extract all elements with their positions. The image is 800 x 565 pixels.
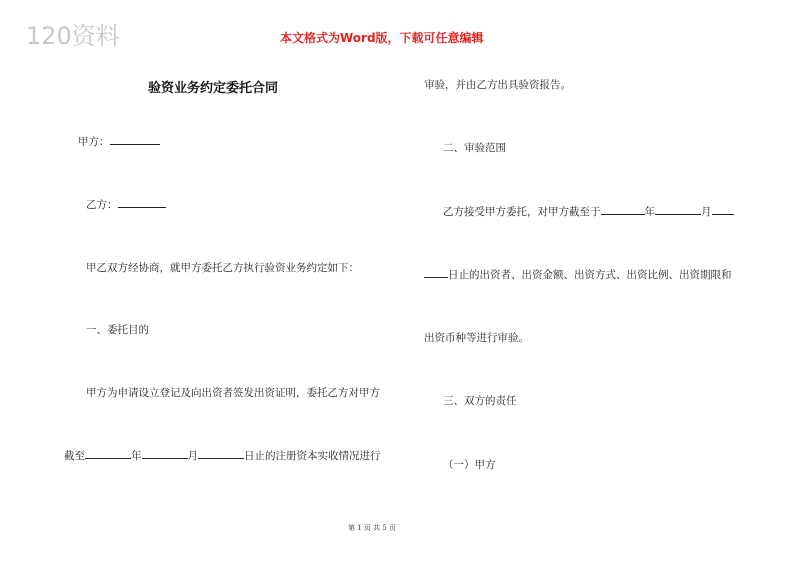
section2-line2 xyxy=(424,267,732,282)
date-suffix: 日止的注册资本实收情况进行 xyxy=(244,450,381,462)
section3-heading: 三、双方的责任 xyxy=(443,395,517,407)
section3-subheading: （一）甲方 xyxy=(443,459,496,471)
date-prefix: 截至 xyxy=(64,450,85,462)
intro-paragraph: 甲乙双方经协商，就甲方委托乙方执行验资业务约定如下： xyxy=(86,262,359,274)
party-b-line xyxy=(86,197,166,212)
year-label: 年 xyxy=(131,450,142,462)
party-a-line xyxy=(78,134,160,149)
party-a-label: 甲方： xyxy=(78,136,110,148)
scope-month-label: 月 xyxy=(701,206,712,218)
year-blank[interactable] xyxy=(85,448,131,459)
scope-year-blank[interactable] xyxy=(601,204,645,215)
section2-line3: 出资币种等进行审验。 xyxy=(424,332,529,344)
month-blank[interactable] xyxy=(142,448,188,459)
section1-line2 xyxy=(64,448,381,463)
scope-year-label: 年 xyxy=(644,206,655,218)
section1-line1: 甲方为申请设立登记及向出资者签发出资证明，委托乙方对甲方 xyxy=(86,387,380,399)
section2-line1 xyxy=(443,204,734,219)
month-label: 月 xyxy=(187,450,198,462)
scope-day-blank-end[interactable] xyxy=(424,267,448,278)
section1-heading: 一、委托目的 xyxy=(86,324,149,336)
scope-prefix: 乙方接受甲方委托，对甲方截至于 xyxy=(443,206,601,218)
scope-month-blank[interactable] xyxy=(655,204,701,215)
section2-heading: 二、审验范围 xyxy=(443,142,506,154)
document-title: 验资业务约定委托合同 xyxy=(148,81,279,96)
party-b-label: 乙方： xyxy=(86,199,118,211)
format-banner: 本文格式为Word版，下载可任意编辑 xyxy=(280,31,484,45)
party-a-blank[interactable] xyxy=(110,134,160,145)
scope-items: 日止的出资者、出资金额、出资方式、出资比例、出资期限和 xyxy=(448,269,732,281)
party-b-blank[interactable] xyxy=(118,197,166,208)
day-blank[interactable] xyxy=(198,448,244,459)
watermark-logo: 120资料 xyxy=(26,22,120,50)
page-number: 第 1 页 共 5 页 xyxy=(348,524,397,532)
scope-day-blank-start[interactable] xyxy=(712,204,734,215)
continuation-text: 审验，并由乙方出具验资报告。 xyxy=(424,79,571,91)
